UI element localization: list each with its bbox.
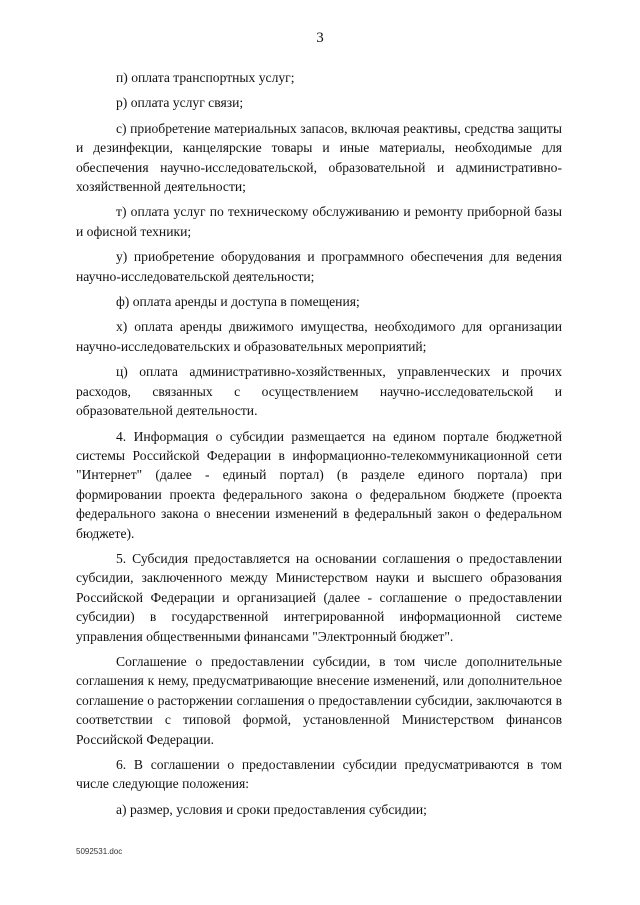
- paragraph-item-a: а) размер, условия и сроки предоставления субсидии;: [116, 801, 427, 817]
- paragraph-item-ts: ц) оплата административно-хозяйственных, управленческих и прочих расходов, связанных с осуществлением научно-исследовательской и образовательной деятельности.: [76, 364, 562, 419]
- document-body: [76, 68, 562, 825]
- paragraph-agreement: Соглашение о предоставлении субсидии, в том числе дополнительные соглашения к нему, предусматривающие внесение изменений, или дополнительное соглашение о расторжении соглашения о предоставлении субсидии, заключаются в соответствии с типовой формой, установленной Министерством финансов Российской Федерации.: [76, 653, 562, 747]
- paragraph-section-5: 5. Субсидия предоставляется на основании соглашения о предоставлении субсидии, заключенного между Министерством науки и высшего образования Российской Федерации и организацией (далее - соглашение о предоставлении субсидии) в государственной интегрированной информационной системе управления общественными финансами "Электронный бюджет".: [76, 550, 562, 644]
- paragraph-item-f: ф) оплата аренды и доступа в помещения;: [116, 294, 360, 310]
- paragraph-item-p: п) оплата транспортных услуг;: [116, 70, 295, 85]
- paragraph-item-kh: х) оплата аренды движимого имущества, необходимого для организации научно-исследовательских и образовательных мероприятий;: [76, 319, 562, 354]
- paragraph-section-4: 4. Информация о субсидии размещается на едином портале бюджетной системы Российской Федерации в информационно-телекоммуникационной сети "Интернет" (далее - единый портал) (в разделе единого портала) при формировании проекта федерального закона о федеральном бюджете (проекта федерального закона о внесении изменений в федеральный закон о федеральном бюджете).: [76, 428, 562, 541]
- paragraph-item-s: с) приобретение материальных запасов, включая реактивы, средства защиты и дезинфекции, канцелярские товары и иные материалы, необходимые для обеспечения научно-исследовательской, образовательной и административно-хозяйственной деятельности;: [76, 120, 562, 195]
- page-number: 3: [316, 30, 324, 46]
- paragraph-item-r: р) оплата услуг связи;: [116, 95, 244, 111]
- file-name-footer: 5092531.doc: [76, 847, 123, 856]
- paragraph-item-u: у) приобретение оборудования и программного обеспечения для ведения научно-исследовательской деятельности;: [76, 249, 562, 284]
- paragraph-item-t: т) оплата услуг по техническому обслуживанию и ремонту приборной базы и офисной техники;: [76, 204, 562, 239]
- paragraph-section-6: 6. В соглашении о предоставлении субсидии предусматриваются в том числе следующие положения:: [76, 757, 562, 792]
